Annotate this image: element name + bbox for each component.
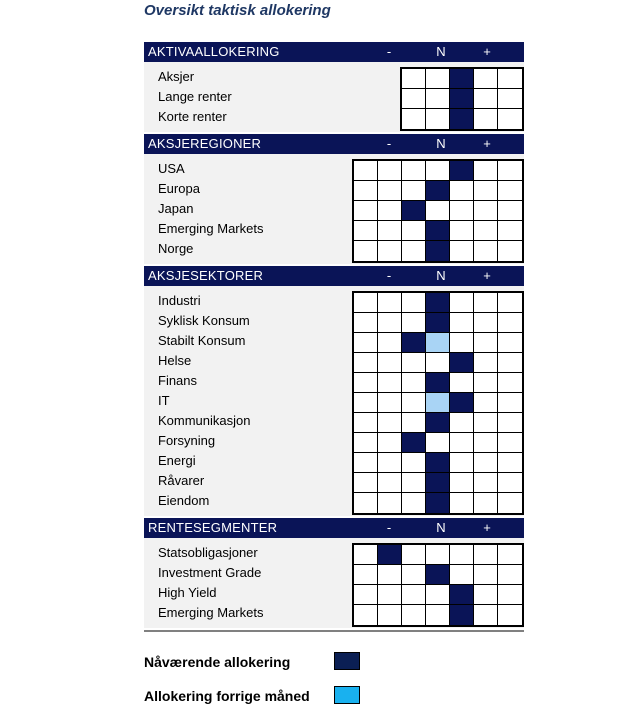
legend-current-label: Nåværende allokering	[144, 654, 291, 670]
grid-cell	[378, 413, 402, 433]
current-allocation-cell	[426, 493, 450, 513]
grid-cell	[378, 605, 402, 625]
current-allocation-cell	[426, 565, 450, 585]
grid-cell	[426, 69, 450, 89]
grid-cell	[354, 493, 378, 513]
grid-cell	[426, 161, 450, 181]
grid-cell	[450, 565, 474, 585]
row-label: USA	[158, 161, 185, 176]
grid-cell	[402, 373, 426, 393]
current-allocation-cell	[426, 293, 450, 313]
grid-row	[402, 69, 522, 89]
grid-cell	[498, 109, 522, 129]
grid-cell	[402, 605, 426, 625]
grid-cell	[474, 241, 498, 261]
section-header	[144, 518, 524, 538]
grid-cell	[450, 473, 474, 493]
grid-cell	[498, 493, 522, 513]
grid-cell	[450, 373, 474, 393]
row-label: Industri	[158, 293, 201, 308]
grid-cell	[354, 221, 378, 241]
grid-cell	[402, 585, 426, 605]
grid-cell	[498, 293, 522, 313]
grid-cell	[474, 333, 498, 353]
grid-cell	[378, 565, 402, 585]
grid-cell	[474, 201, 498, 221]
grid-cell	[402, 545, 426, 565]
current-allocation-cell	[426, 313, 450, 333]
current-allocation-cell	[450, 605, 474, 625]
grid-row	[354, 293, 522, 313]
grid-row	[354, 181, 522, 201]
grid-cell	[354, 565, 378, 585]
grid-cell	[474, 313, 498, 333]
grid-cell	[474, 393, 498, 413]
current-allocation-cell	[450, 89, 474, 109]
grid-cell	[402, 413, 426, 433]
grid-cell	[378, 293, 402, 313]
grid-cell	[354, 373, 378, 393]
grid-row	[354, 161, 522, 181]
grid-cell	[378, 393, 402, 413]
grid-row	[402, 109, 522, 129]
grid-cell	[354, 293, 378, 313]
grid-cell	[498, 433, 522, 453]
grid-cell	[498, 453, 522, 473]
grid-row	[354, 433, 522, 453]
grid-cell	[498, 221, 522, 241]
grid-row	[354, 453, 522, 473]
grid-cell	[474, 181, 498, 201]
scale-neutral: N	[436, 136, 446, 151]
grid-cell	[426, 109, 450, 129]
grid-row	[354, 413, 522, 433]
row-label: Emerging Markets	[158, 221, 264, 236]
grid-cell	[378, 181, 402, 201]
row-label: Aksjer	[158, 69, 195, 84]
row-label: Kommunikasjon	[158, 413, 251, 428]
grid-cell	[378, 493, 402, 513]
scale-neutral: N	[436, 268, 446, 283]
row-label: High Yield	[158, 585, 217, 600]
grid-cell	[474, 433, 498, 453]
current-allocation-cell	[402, 201, 426, 221]
grid-cell	[378, 473, 402, 493]
current-allocation-cell	[426, 453, 450, 473]
section-body	[144, 62, 524, 134]
scale-plus: +	[483, 44, 491, 59]
grid-cell	[378, 201, 402, 221]
grid-cell	[378, 161, 402, 181]
row-label: Japan	[158, 201, 194, 216]
row-label: Syklisk Konsum	[158, 313, 250, 328]
section-title: AKSJEREGIONER	[148, 136, 262, 151]
row-label: Energi	[158, 453, 196, 468]
allocation-grid	[400, 67, 524, 131]
current-allocation-cell	[426, 181, 450, 201]
grid-cell	[402, 221, 426, 241]
legend-current	[144, 652, 444, 674]
grid-row	[354, 353, 522, 373]
grid-cell	[474, 585, 498, 605]
scale-minus: -	[386, 268, 392, 283]
row-label: Eiendom	[158, 493, 210, 508]
current-allocation-cell	[450, 161, 474, 181]
grid-cell	[498, 585, 522, 605]
grid-cell	[474, 69, 498, 89]
grid-cell	[378, 453, 402, 473]
grid-cell	[474, 373, 498, 393]
table-bottom-rule	[144, 630, 524, 632]
grid-cell	[474, 413, 498, 433]
grid-row	[354, 313, 522, 333]
grid-row	[354, 473, 522, 493]
grid-cell	[354, 605, 378, 625]
row-label: Finans	[158, 373, 198, 388]
grid-cell	[378, 333, 402, 353]
row-label: IT	[158, 393, 170, 408]
row-label: Statsobligasjoner	[158, 545, 258, 560]
page-title: Oversikt taktisk allokering	[144, 2, 331, 19]
grid-cell	[450, 313, 474, 333]
grid-cell	[402, 493, 426, 513]
grid-row	[354, 373, 522, 393]
scale-minus: -	[386, 136, 392, 151]
allocation-table	[144, 42, 524, 632]
grid-cell	[498, 473, 522, 493]
grid-cell	[354, 585, 378, 605]
grid-cell	[498, 393, 522, 413]
scale-neutral: N	[436, 44, 446, 59]
section-header	[144, 266, 524, 286]
section-body	[144, 538, 524, 630]
grid-cell	[450, 453, 474, 473]
grid-cell	[498, 605, 522, 625]
grid-cell	[426, 605, 450, 625]
grid-cell	[402, 89, 426, 109]
section-title: AKTIVAALLOKERING	[148, 44, 280, 59]
legend-previous-swatch	[334, 686, 360, 704]
legend-previous	[144, 686, 444, 708]
grid-row	[354, 493, 522, 513]
current-allocation-cell	[450, 109, 474, 129]
grid-cell	[354, 353, 378, 373]
grid-cell	[378, 313, 402, 333]
grid-cell	[450, 181, 474, 201]
grid-cell	[450, 293, 474, 313]
grid-cell	[498, 413, 522, 433]
grid-cell	[426, 353, 450, 373]
allocation-grid	[352, 543, 524, 627]
scale-plus: +	[483, 136, 491, 151]
row-label: Forsyning	[158, 433, 216, 448]
current-allocation-cell	[450, 353, 474, 373]
grid-cell	[354, 473, 378, 493]
grid-cell	[474, 605, 498, 625]
grid-cell	[474, 565, 498, 585]
current-allocation-cell	[426, 373, 450, 393]
grid-cell	[354, 313, 378, 333]
section-title: AKSJESEKTORER	[148, 268, 264, 283]
row-label: Lange renter	[158, 89, 232, 104]
grid-row	[354, 221, 522, 241]
grid-cell	[474, 493, 498, 513]
grid-cell	[498, 545, 522, 565]
grid-cell	[498, 201, 522, 221]
grid-cell	[402, 353, 426, 373]
grid-cell	[474, 453, 498, 473]
current-allocation-cell	[426, 221, 450, 241]
section-title: RENTESEGMENTER	[148, 520, 278, 535]
row-label: Stabilt Konsum	[158, 333, 246, 348]
scale-plus: +	[483, 268, 491, 283]
row-label: Emerging Markets	[158, 605, 264, 620]
current-allocation-cell	[426, 473, 450, 493]
section-body	[144, 154, 524, 266]
grid-cell	[474, 221, 498, 241]
grid-cell	[378, 353, 402, 373]
grid-cell	[450, 413, 474, 433]
grid-row	[354, 241, 522, 261]
grid-cell	[378, 221, 402, 241]
grid-cell	[426, 201, 450, 221]
grid-cell	[378, 241, 402, 261]
grid-cell	[402, 161, 426, 181]
current-allocation-cell	[402, 433, 426, 453]
grid-cell	[402, 109, 426, 129]
current-allocation-cell	[450, 585, 474, 605]
grid-cell	[402, 473, 426, 493]
grid-cell	[498, 89, 522, 109]
row-label: Råvarer	[158, 473, 205, 488]
grid-cell	[354, 181, 378, 201]
row-label: Europa	[158, 181, 200, 196]
grid-cell	[450, 433, 474, 453]
section-body	[144, 286, 524, 518]
grid-cell	[450, 333, 474, 353]
row-label: Investment Grade	[158, 565, 262, 580]
grid-row	[402, 89, 522, 109]
legend-previous-label: Allokering forrige måned	[144, 688, 310, 704]
grid-cell	[474, 109, 498, 129]
grid-cell	[354, 393, 378, 413]
grid-cell	[450, 493, 474, 513]
grid-cell	[498, 161, 522, 181]
row-label: Korte renter	[158, 109, 227, 124]
grid-row	[354, 565, 522, 585]
grid-cell	[402, 453, 426, 473]
previous-allocation-cell	[426, 333, 450, 353]
grid-cell	[354, 545, 378, 565]
grid-cell	[474, 89, 498, 109]
grid-cell	[354, 161, 378, 181]
grid-cell	[402, 181, 426, 201]
grid-cell	[354, 201, 378, 221]
grid-row	[354, 393, 522, 413]
grid-row	[354, 585, 522, 605]
current-allocation-cell	[450, 393, 474, 413]
grid-cell	[474, 161, 498, 181]
grid-cell	[426, 545, 450, 565]
grid-cell	[498, 333, 522, 353]
allocation-grid	[352, 291, 524, 515]
section-header	[144, 42, 524, 62]
grid-row	[354, 201, 522, 221]
grid-cell	[402, 565, 426, 585]
current-allocation-cell	[450, 69, 474, 89]
grid-cell	[354, 433, 378, 453]
current-allocation-cell	[426, 413, 450, 433]
allocation-grid	[352, 159, 524, 263]
grid-cell	[402, 293, 426, 313]
grid-cell	[474, 473, 498, 493]
grid-cell	[426, 585, 450, 605]
grid-cell	[378, 373, 402, 393]
grid-cell	[450, 241, 474, 261]
scale-minus: -	[386, 44, 392, 59]
grid-cell	[450, 201, 474, 221]
grid-cell	[354, 413, 378, 433]
grid-cell	[498, 181, 522, 201]
grid-cell	[354, 333, 378, 353]
grid-cell	[498, 353, 522, 373]
scale-neutral: N	[436, 520, 446, 535]
scale-minus: -	[386, 520, 392, 535]
grid-cell	[426, 89, 450, 109]
grid-cell	[498, 565, 522, 585]
grid-cell	[474, 353, 498, 373]
grid-cell	[498, 69, 522, 89]
grid-cell	[498, 241, 522, 261]
grid-cell	[402, 313, 426, 333]
grid-cell	[450, 545, 474, 565]
scale-plus: +	[483, 520, 491, 535]
grid-cell	[474, 545, 498, 565]
grid-cell	[450, 221, 474, 241]
current-allocation-cell	[378, 545, 402, 565]
grid-row	[354, 333, 522, 353]
section-header	[144, 134, 524, 154]
grid-cell	[474, 293, 498, 313]
grid-cell	[378, 433, 402, 453]
grid-row	[354, 545, 522, 565]
grid-row	[354, 605, 522, 625]
grid-cell	[402, 69, 426, 89]
current-allocation-cell	[426, 241, 450, 261]
previous-allocation-cell	[426, 393, 450, 413]
grid-cell	[426, 433, 450, 453]
grid-cell	[402, 393, 426, 413]
grid-cell	[402, 241, 426, 261]
row-label: Helse	[158, 353, 192, 368]
grid-cell	[498, 313, 522, 333]
grid-cell	[354, 241, 378, 261]
row-label: Norge	[158, 241, 194, 256]
current-allocation-cell	[402, 333, 426, 353]
grid-cell	[498, 373, 522, 393]
grid-cell	[354, 453, 378, 473]
legend-current-swatch	[334, 652, 360, 670]
grid-cell	[378, 585, 402, 605]
